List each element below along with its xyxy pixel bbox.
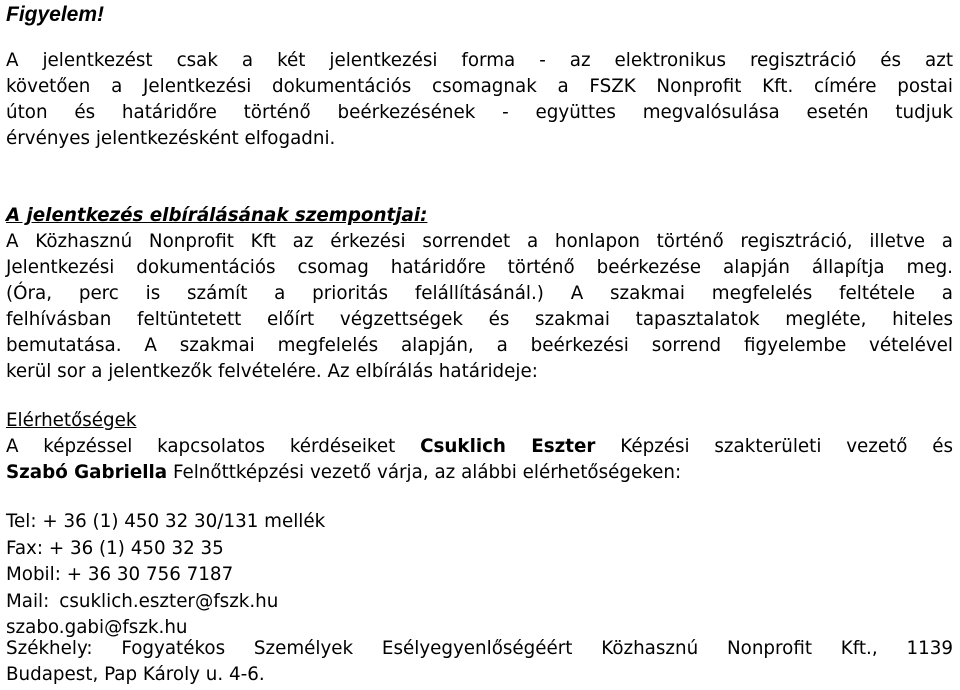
evaluation-line: A Közhasznú Nonprofit Kft az érkezési sorrendet a honlapon történő regisztráció, illetve a [6,231,953,252]
evaluation-section [6,203,953,385]
fax-line: Fax: + 36 (1) 450 32 35 [6,537,224,559]
contact-details [6,509,325,642]
contacts-intro-line-2 [6,460,953,486]
phone-line: Tel: + 36 (1) 450 32 30/131 mellék [6,511,326,532]
warning-heading: Figyelem! [6,3,105,26]
contact-name-1: Csuklich Eszter [420,436,596,457]
evaluation-line: felhívásban feltüntetett előírt végzettségek és szakmai tapasztalatok megléte, hiteles [6,309,953,330]
warning-line: követően a Jelentkezési dokumentációs csomagnak a FSZK Nonprofit Kft. címére postai [6,76,953,97]
warning-line: úton és határidőre történő beérkezésének - együttes megvalósulása esetén tudjuk [6,102,953,123]
contacts-intro-line [6,434,953,460]
email-link-2[interactable]: szabo.gabi@fszk.hu [6,617,188,638]
seat-address [6,636,953,688]
warning-line: A jelentkezést csak a két jelentkezési forma - az elektronikus regisztráció és azt [6,50,953,71]
contact-role-2: Felnőttképzési vezető várja, az alábbi elérhetőségeken: [172,462,682,483]
evaluation-line: kerül sor a jelentkezők felvételére. Az elbírálás határideje: [6,361,538,382]
contacts-intro-prefix: A képzéssel kapcsolatos kérdéseiket [6,436,396,457]
mail-line [6,589,325,616]
seat-line: Budapest, Pap Károly u. 4-6. [6,664,265,685]
mobile-line: Mobil: + 36 30 756 7187 [6,564,234,585]
warning-paragraph [6,48,953,152]
contacts-heading: Elérhetőségek [6,410,137,431]
contact-role-1: Képzési szakterületi vezető és [620,436,954,457]
mail-label: Mail: [6,590,50,612]
seat-line: Székhely: Fogyatékos Személyek Esélyegyenlőségéért Közhasznú Nonprofit Kft., 1139 [6,638,953,659]
contact-name-2: Szabó Gabriella [6,462,168,483]
evaluation-line: Jelentkezési dokumentációs csomag határidőre történő beérkezése alapján állapítja meg. [6,257,953,278]
email-link-1[interactable]: csuklich.eszter@fszk.hu [59,590,279,612]
evaluation-line: (Óra, perc is számít a prioritás felállításánál.) A szakmai megfelelés feltétele a [6,283,953,304]
contacts-section [6,408,953,486]
evaluation-line: bemutatása. A szakmai megfelelés alapján, a beérkezési sorrend figyelembe vételével [6,335,953,356]
warning-line: érvényes jelentkezésként elfogadni. [6,128,336,149]
evaluation-heading: A jelentkezés elbírálásának szempontjai: [6,205,428,226]
